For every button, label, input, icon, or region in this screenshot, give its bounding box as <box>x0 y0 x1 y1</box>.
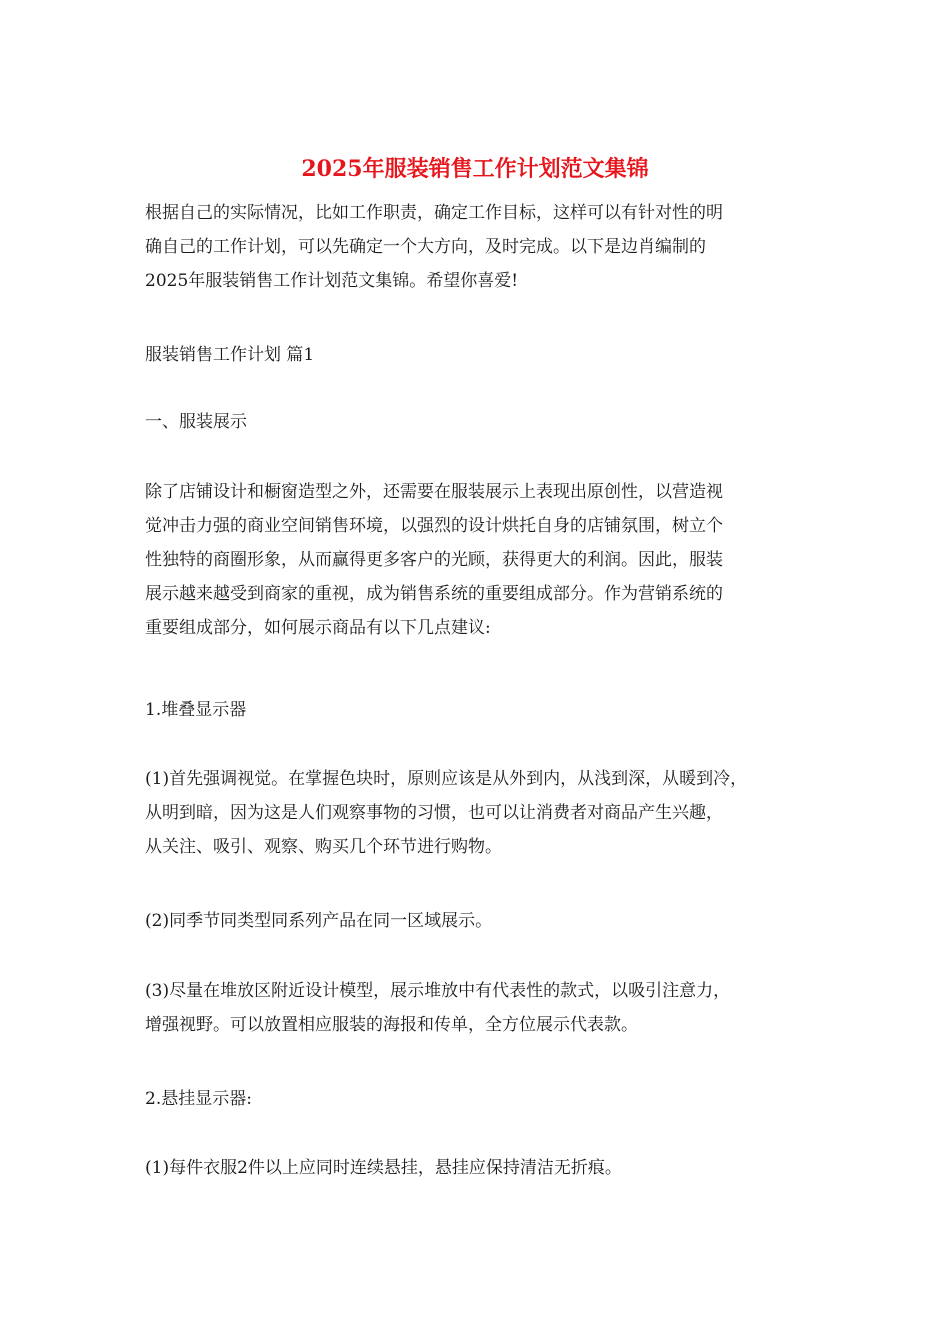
paragraph-line: 性独特的商圈形象，从而赢得更多客户的光顾，获得更大的利润。因此，服装 <box>145 550 723 570</box>
item-two-heading-text: 2.悬挂显示器: <box>145 1089 252 1109</box>
paragraph-line: (2)同季节同类型同系列产品在同一区域展示。 <box>145 911 493 931</box>
intro-line: 确自己的工作计划，可以先确定一个大方向，及时完成。以下是边肖编制的 <box>145 237 706 257</box>
paragraph-line: 除了店铺设计和橱窗造型之外，还需要在服装展示上表现出原创性，以营造视 <box>145 482 723 502</box>
part-one-heading-text: 一、服装展示 <box>145 412 247 432</box>
paragraph-line: (1)每件衣服2件以上应同时连续悬挂，悬挂应保持清洁无折痕。 <box>145 1158 622 1178</box>
section-heading <box>145 338 835 372</box>
intro-paragraph <box>145 196 835 298</box>
paragraph-line: 觉冲击力强的商业空间销售环境，以强烈的设计烘托自身的店铺氛围，树立个 <box>145 516 723 536</box>
paragraph-line: 从关注、吸引、观察、购买几个环节进行购物。 <box>145 837 502 857</box>
item-one-heading-text: 1.堆叠显示器 <box>145 700 247 720</box>
part-one-paragraph <box>145 475 835 645</box>
item-one-point-3 <box>145 974 835 1042</box>
paragraph-line: 从明到暗，因为这是人们观察事物的习惯，也可以让消费者对商品产生兴趣， <box>145 803 723 823</box>
item-one-point-1 <box>145 762 835 864</box>
paragraph-line: (3)尽量在堆放区附近设计模型，展示堆放中有代表性的款式，以吸引注意力， <box>145 981 731 1001</box>
paragraph-line: 展示越来越受到商家的重视，成为销售系统的重要组成部分。作为营销系统的 <box>145 584 723 604</box>
intro-line: 根据自己的实际情况，比如工作职责，确定工作目标，这样可以有针对性的明 <box>145 203 723 223</box>
paragraph-line: (1)首先强调视觉。在掌握色块时，原则应该是从外到内，从浅到深，从暖到冷， <box>145 769 748 789</box>
item-one-point-2 <box>145 904 835 938</box>
section-heading-text: 服装销售工作计划 篇1 <box>145 345 315 365</box>
paragraph-line: 重要组成部分，如何展示商品有以下几点建议: <box>145 618 491 638</box>
paragraph-line: 增强视野。可以放置相应服装的海报和传单，全方位展示代表款。 <box>145 1015 638 1035</box>
part-one-heading <box>145 405 835 439</box>
item-two-heading <box>145 1082 835 1116</box>
item-one-heading <box>145 693 835 727</box>
document-title: 2025年服装销售工作计划范文集锦 <box>301 156 649 182</box>
item-two-point-1 <box>145 1151 835 1185</box>
intro-line: 2025年服装销售工作计划范文集锦。希望你喜爱! <box>145 271 519 291</box>
